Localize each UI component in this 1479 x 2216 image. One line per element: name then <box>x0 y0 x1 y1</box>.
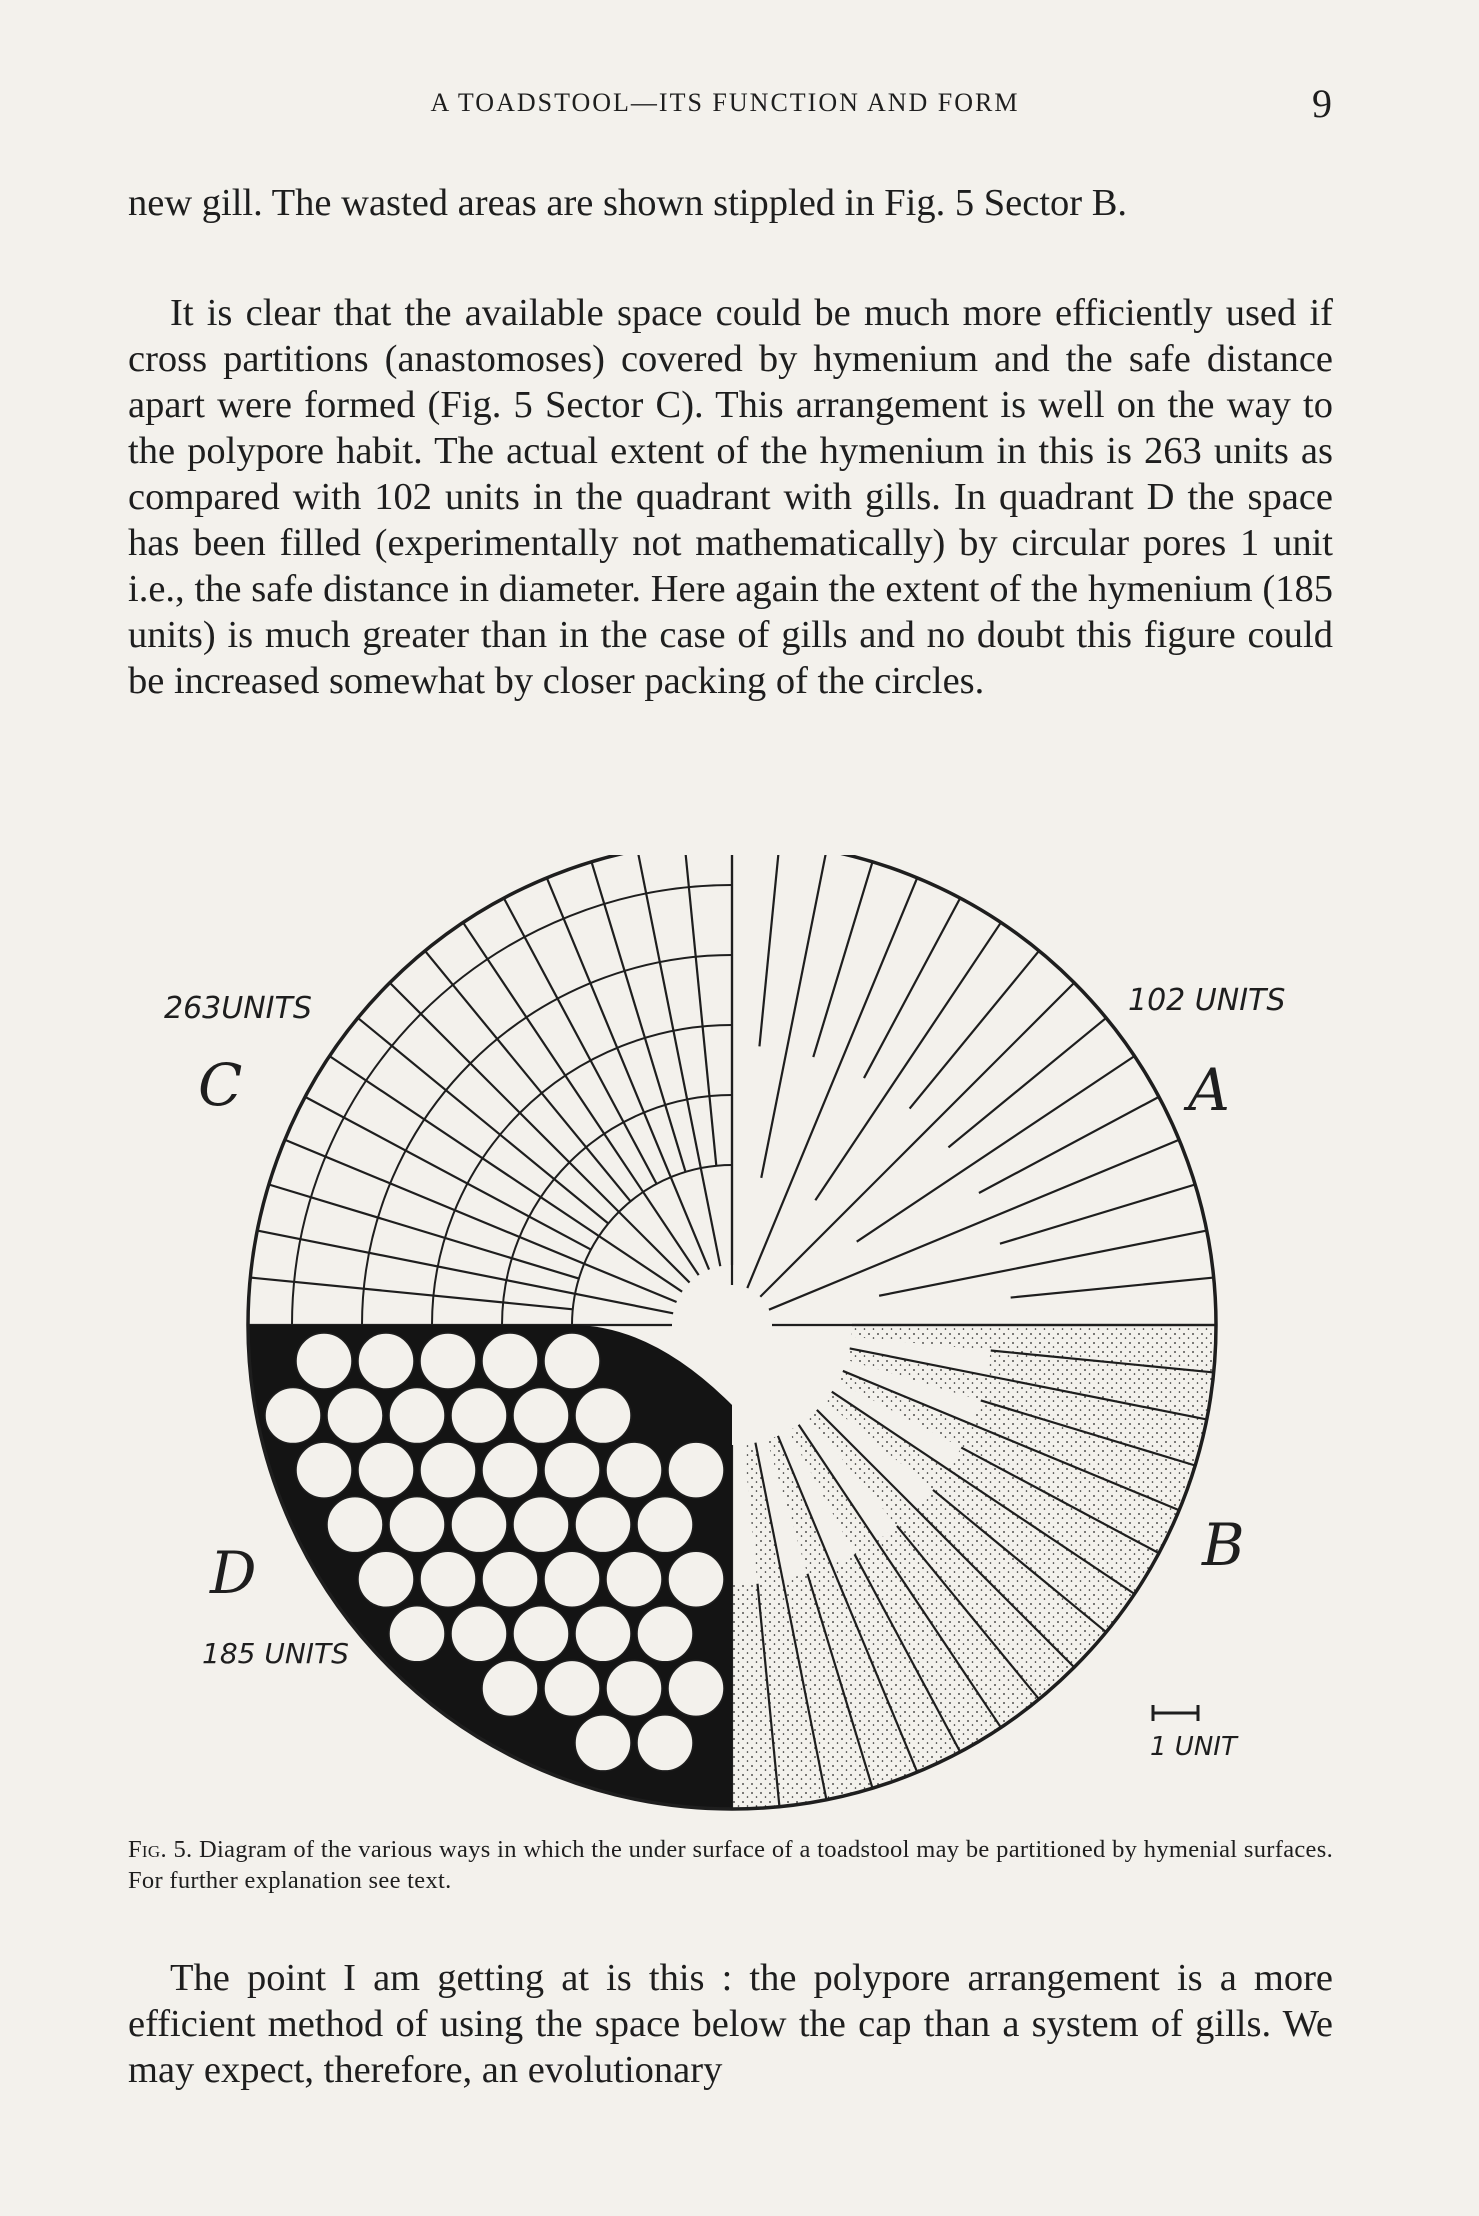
pore-circle <box>668 1442 724 1498</box>
gill-line <box>857 1056 1135 1242</box>
pore-circle <box>668 1660 724 1716</box>
gill-line <box>760 983 1074 1297</box>
pore-circle <box>451 1606 507 1662</box>
pore-circle <box>420 1333 476 1389</box>
pore-circle <box>637 1497 693 1553</box>
label-units-a: 102 UNITS <box>1128 983 1286 1018</box>
partition-line <box>685 855 717 1166</box>
label-scale-unit: 1 UNIT <box>1150 1732 1237 1762</box>
pore-circle <box>575 1715 631 1771</box>
pore-circle <box>389 1388 445 1444</box>
gill-line <box>879 1231 1207 1296</box>
label-units-c: 263UNITS <box>164 991 312 1026</box>
pore-circle <box>265 1388 321 1444</box>
paragraph-1: new gill. The wasted areas are shown stippled in Fig. 5 Sector B. <box>128 182 1128 224</box>
quadrant-d-pores <box>248 1325 732 1809</box>
quadrant-c-partitions <box>248 855 732 1325</box>
pore-circle <box>482 1551 538 1607</box>
pore-circle <box>482 1442 538 1498</box>
pore-circle <box>544 1551 600 1607</box>
gill-line <box>759 855 779 1046</box>
pore-circle <box>668 1551 724 1607</box>
page-number: 9 <box>1312 81 1332 126</box>
hymenium-diagram <box>120 855 1340 1845</box>
gill-line <box>815 923 1001 1201</box>
pore-circle <box>482 1333 538 1389</box>
gill-line <box>769 1140 1179 1310</box>
gill-line <box>761 855 826 1178</box>
pore-circle <box>327 1497 383 1553</box>
label-units-d: 185 UNITS <box>202 1637 349 1670</box>
pore-circle <box>420 1551 476 1607</box>
pore-circle <box>420 1442 476 1498</box>
pore-circle <box>296 1442 352 1498</box>
caption-label: Fig. 5. <box>128 1836 193 1863</box>
partition-line <box>285 1140 677 1302</box>
gill-line <box>1000 1185 1195 1244</box>
pore-circle <box>544 1660 600 1716</box>
pore-circle <box>606 1660 662 1716</box>
pore-circle <box>358 1442 414 1498</box>
quadrant-b-stippled-gills <box>732 1325 1216 1809</box>
pore-circle <box>606 1551 662 1607</box>
running-header: A TOADSTOOL—ITS FUNCTION AND FORM <box>430 88 1020 117</box>
quadrant-a-gills <box>732 855 1216 1325</box>
pore-circle <box>327 1388 383 1444</box>
figure-5 <box>120 855 1340 1845</box>
pore-circle <box>544 1442 600 1498</box>
gill-line <box>813 862 872 1057</box>
pore-circle <box>451 1388 507 1444</box>
pore-circle <box>358 1333 414 1389</box>
pore-circle <box>296 1333 352 1389</box>
label-quadrant-b: B <box>1202 1511 1245 1579</box>
gill-line <box>979 1097 1159 1193</box>
partition-line <box>638 855 721 1266</box>
scale-bar <box>1153 1705 1198 1721</box>
pore-circle <box>358 1551 414 1607</box>
paragraph-2: It is clear that the available space could be much more efficiently used if cross partitions (anastomoses) covered by hymenium and the safe distance apart were formed (Fig. 5 Sector C). This arrangement is well on the way to the polypore habit. The actual extent of the hymenium in this is 263 units as compared with 102 units in the quadrant with gills. In quadrant D the space has been filled (experimentally not mathematically) by circular pores 1 unit i.e., the safe distance in diameter. Here again the extent of the hymenium (185 units) is much greater than in the case of gills and no doubt this figure could be increased somewhat by closer packing of the circles. <box>128 292 1333 702</box>
pore-circle <box>606 1442 662 1498</box>
label-quadrant-d: D <box>210 1539 257 1607</box>
pore-circle <box>513 1497 569 1553</box>
pore-circle <box>575 1497 631 1553</box>
pore-circle <box>389 1497 445 1553</box>
figure-caption <box>128 1834 1333 1896</box>
pore-circle <box>575 1388 631 1444</box>
paragraph-3: The point I am getting at is this : the polypore arrangement is a more efficient method of using the space below the cap than a system of gills. We may expect, therefore, an evolutionary <box>128 1957 1333 2091</box>
label-quadrant-c: C <box>198 1051 243 1119</box>
gill-line <box>1011 1278 1214 1298</box>
partition-line <box>547 878 709 1270</box>
partition-line <box>250 1278 572 1310</box>
pore-circle <box>482 1660 538 1716</box>
pore-circle <box>513 1606 569 1662</box>
pore-circle <box>637 1715 693 1771</box>
label-quadrant-a: A <box>1188 1056 1230 1124</box>
pore-circle <box>513 1388 569 1444</box>
gill-line <box>747 878 917 1288</box>
pore-circle <box>544 1333 600 1389</box>
pore-circle <box>637 1606 693 1662</box>
partition-line <box>390 983 690 1283</box>
pore-circle <box>575 1606 631 1662</box>
caption-text: Diagram of the various ways in which the under surface of a toadstool may be partitioned by hymenial surfaces. For further explanation see text. <box>128 1836 1333 1894</box>
pore-circle <box>451 1497 507 1553</box>
gill-line <box>864 898 960 1078</box>
pore-circle <box>389 1606 445 1662</box>
